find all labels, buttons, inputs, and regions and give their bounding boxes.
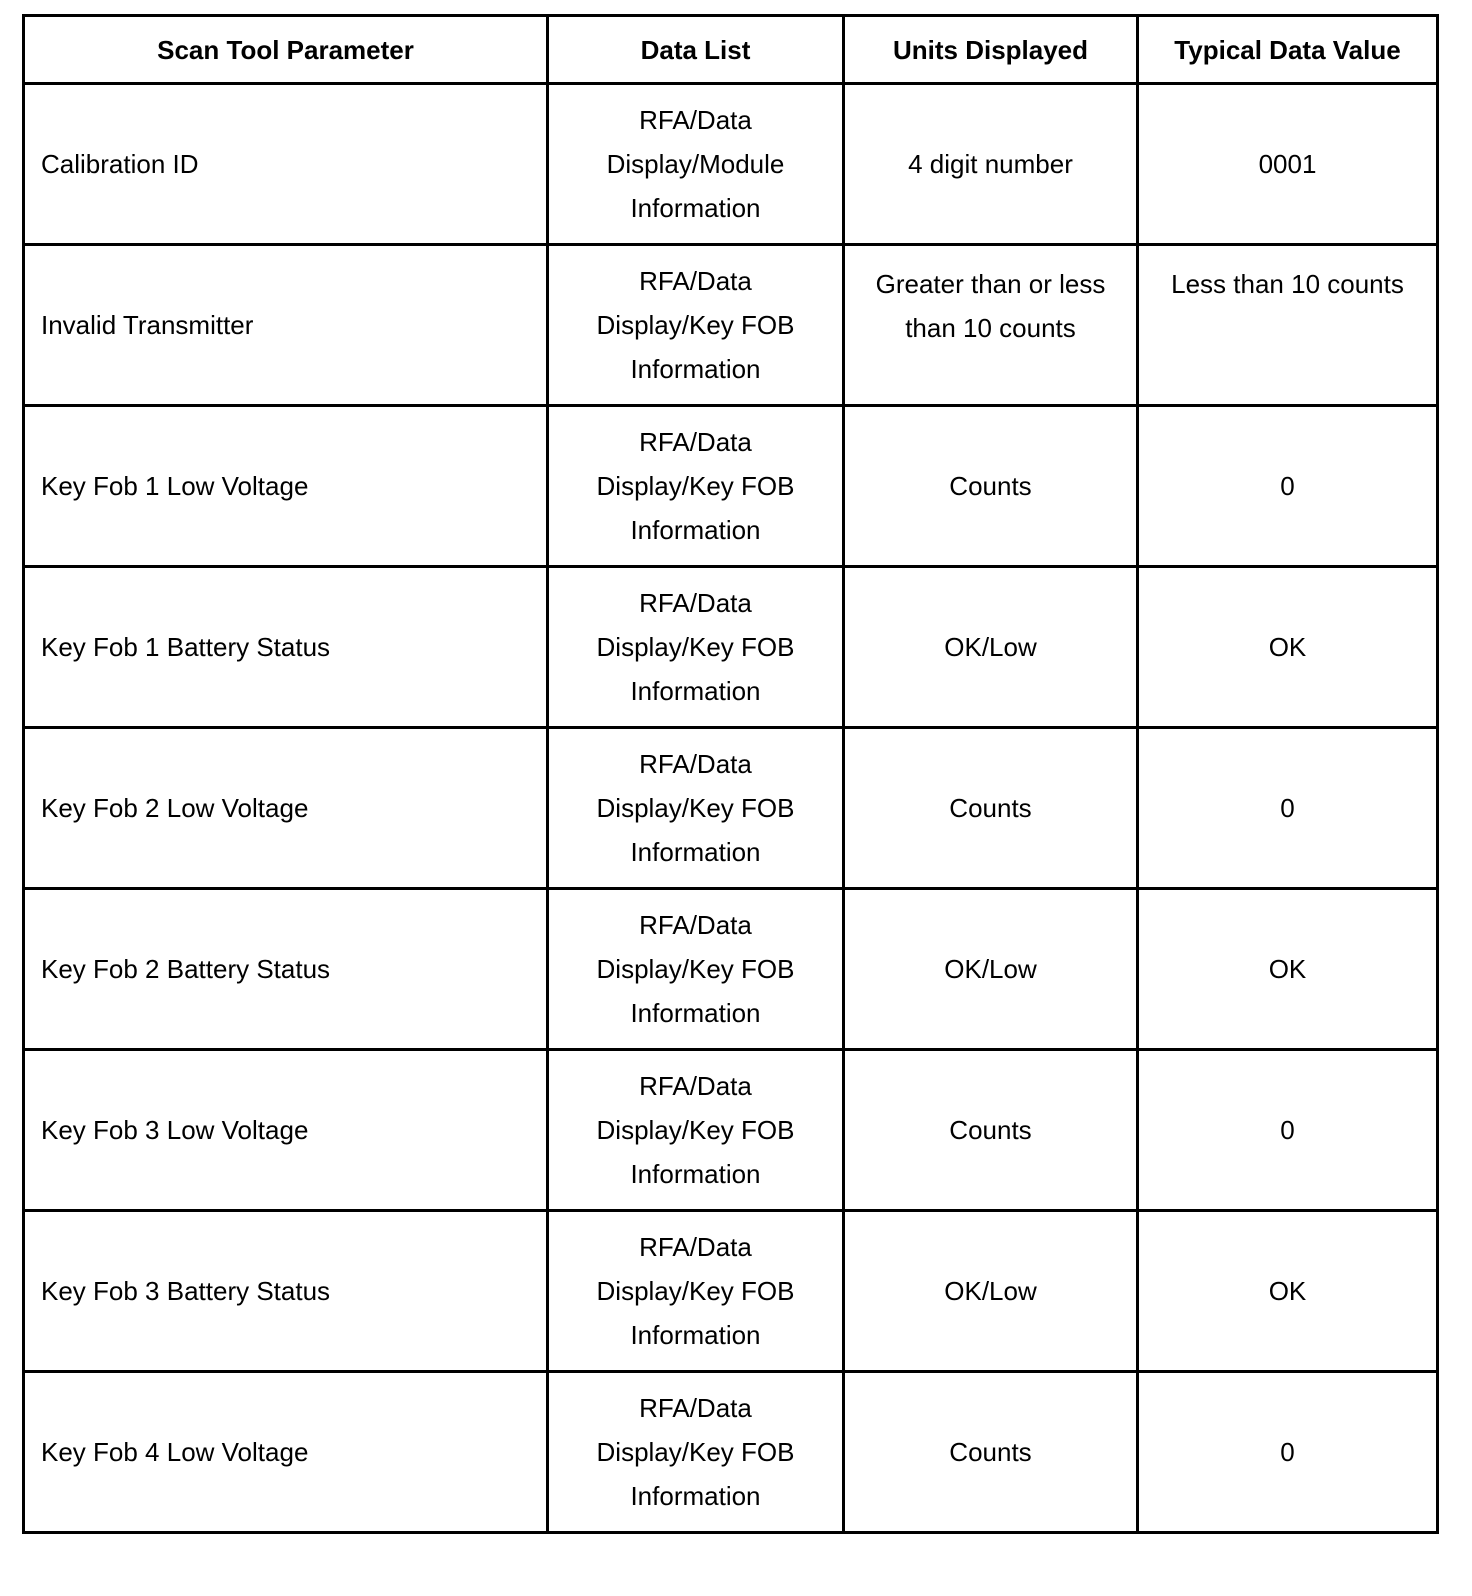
typical-value-cell (1138, 1372, 1438, 1533)
units-text: 4 digit number (908, 149, 1073, 179)
units-cell (844, 406, 1138, 567)
parameter-text: Key Fob 1 Low Voltage (41, 471, 309, 501)
data-list-cell (548, 1050, 844, 1211)
parameter-cell (24, 1211, 548, 1372)
header-units-displayed: Units Displayed (844, 16, 1138, 84)
data-list-text: RFA/Data Display/Key FOB Information (596, 1232, 795, 1350)
data-list-text: RFA/Data Display/Key FOB Information (596, 427, 795, 545)
data-list-cell (548, 245, 844, 406)
typical-value-text: 0 (1280, 471, 1295, 501)
units-text: Counts (949, 1437, 1032, 1467)
units-text: OK/Low (944, 1276, 1037, 1306)
parameter-cell (24, 1372, 548, 1533)
data-list-cell (548, 889, 844, 1050)
header-data-list: Data List (548, 16, 844, 84)
typical-value-text: Less than 10 counts (1171, 269, 1404, 299)
units-cell (844, 84, 1138, 245)
table-row (24, 1372, 1438, 1533)
parameter-text: Key Fob 3 Low Voltage (41, 1115, 309, 1145)
typical-value-cell (1138, 245, 1438, 406)
typical-value-text: OK (1268, 954, 1307, 984)
data-list-text: RFA/Data Display/Key FOB Information (596, 1071, 795, 1189)
units-cell (844, 1372, 1138, 1533)
typical-value-cell (1138, 728, 1438, 889)
units-cell (844, 728, 1138, 889)
data-list-cell (548, 567, 844, 728)
scan-tool-data-table (22, 14, 1439, 1534)
data-list-cell (548, 1372, 844, 1533)
parameter-text: Key Fob 3 Battery Status (41, 1276, 331, 1306)
parameter-text: Key Fob 1 Battery Status (41, 632, 331, 662)
typical-value-cell (1138, 1211, 1438, 1372)
parameter-cell (24, 889, 548, 1050)
typical-value-cell (1138, 84, 1438, 245)
table-row (24, 1211, 1438, 1372)
units-text: OK/Low (944, 954, 1037, 984)
data-list-text: RFA/Data Display/Key FOB Information (596, 910, 795, 1028)
parameter-text: Invalid Transmitter (41, 310, 254, 340)
units-text: Counts (949, 1115, 1032, 1145)
table-row (24, 84, 1438, 245)
table-row (24, 889, 1438, 1050)
typical-value-cell (1138, 406, 1438, 567)
table-row (24, 245, 1438, 406)
parameter-cell (24, 406, 548, 567)
parameter-cell (24, 245, 548, 406)
parameter-text: Calibration ID (41, 149, 199, 179)
units-text: Greater than or less than 10 counts (875, 269, 1106, 343)
table-row (24, 567, 1438, 728)
data-list-cell (548, 1211, 844, 1372)
typical-value-cell (1138, 1050, 1438, 1211)
parameter-cell (24, 567, 548, 728)
units-text: OK/Low (944, 632, 1037, 662)
data-list-text: RFA/Data Display/Key FOB Information (596, 588, 795, 706)
units-cell (844, 1050, 1138, 1211)
parameter-text: Key Fob 4 Low Voltage (41, 1437, 309, 1467)
typical-value-cell (1138, 567, 1438, 728)
parameter-text: Key Fob 2 Low Voltage (41, 793, 309, 823)
data-list-cell (548, 84, 844, 245)
typical-value-cell (1138, 889, 1438, 1050)
units-cell (844, 245, 1138, 406)
table-row (24, 1050, 1438, 1211)
data-list-text: RFA/Data Display/Key FOB Information (596, 266, 795, 384)
units-cell (844, 1211, 1138, 1372)
data-list-text: RFA/Data Display/Module Information (606, 105, 785, 223)
typical-value-text: 0 (1280, 1115, 1295, 1145)
typical-value-text: 0001 (1258, 149, 1317, 179)
header-row (24, 16, 1438, 84)
typical-value-text: OK (1268, 1276, 1307, 1306)
header-scan-tool-parameter: Scan Tool Parameter (24, 16, 548, 84)
data-list-cell (548, 728, 844, 889)
typical-value-text: 0 (1280, 1437, 1295, 1467)
units-cell (844, 567, 1138, 728)
data-list-text: RFA/Data Display/Key FOB Information (596, 749, 795, 867)
parameter-cell (24, 728, 548, 889)
units-cell (844, 889, 1138, 1050)
parameter-cell (24, 1050, 548, 1211)
parameter-cell (24, 84, 548, 245)
units-text: Counts (949, 793, 1032, 823)
parameter-text: Key Fob 2 Battery Status (41, 954, 331, 984)
typical-value-text: OK (1268, 632, 1307, 662)
table-row (24, 728, 1438, 889)
data-list-text: RFA/Data Display/Key FOB Information (596, 1393, 795, 1511)
table-row (24, 406, 1438, 567)
header-typical-data-value: Typical Data Value (1138, 16, 1438, 84)
units-text: Counts (949, 471, 1032, 501)
data-list-cell (548, 406, 844, 567)
typical-value-text: 0 (1280, 793, 1295, 823)
